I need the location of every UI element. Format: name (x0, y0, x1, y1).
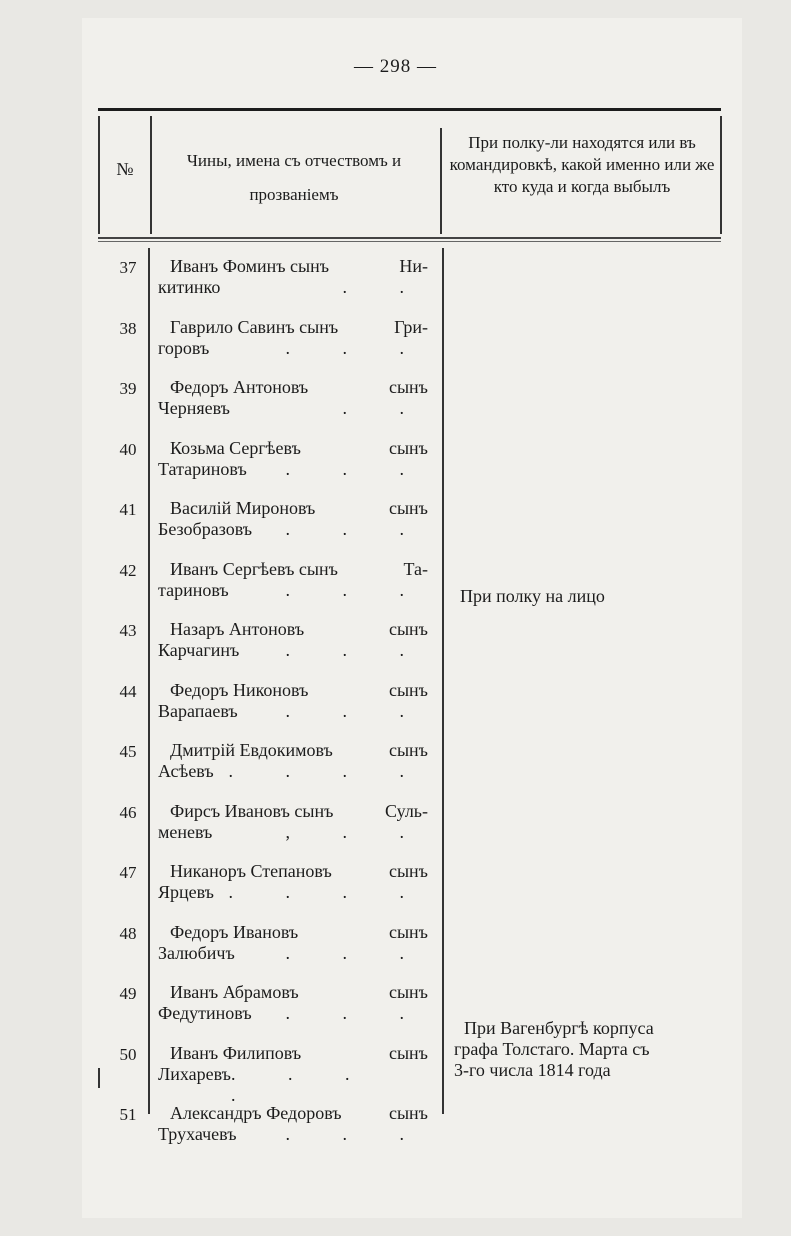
name-line-1 (158, 559, 428, 580)
surname: Татариновъ (158, 458, 247, 479)
name-part-end: сынъ (388, 619, 428, 639)
leader-dots: . . . . (230, 1063, 374, 1105)
name-part: Фирсъ Ивановъ сынъ (170, 800, 334, 821)
row-number: 41 (119, 500, 137, 519)
name-line-1 (158, 498, 428, 519)
leader-dots: . . (342, 277, 428, 297)
surname: китинко (158, 277, 221, 297)
surname: горовъ (158, 337, 210, 358)
header-divider-1 (150, 116, 152, 234)
header-name: Чины, имена съ отчествомъ и прозванiемъ (186, 151, 402, 204)
name-part-end: сынъ (388, 498, 428, 518)
name-line-2 (158, 277, 428, 298)
header-divider-2 (440, 128, 442, 234)
name-part-end: сынъ (388, 377, 428, 397)
leader-dots: . . . (285, 640, 428, 660)
leader-dots: . . . . (228, 761, 428, 781)
leader-dots: . . . (285, 337, 428, 358)
leader-dots: . . . (285, 519, 428, 539)
leader-dots: . . . (285, 700, 428, 721)
name-line-1 (158, 317, 428, 338)
leader-dots: . . . . (228, 882, 428, 902)
surname: Лихаревъ (158, 1063, 231, 1084)
name-part: Иванъ Абрамовъ (170, 982, 299, 1002)
name-part-end: сынъ (388, 982, 428, 1002)
name-part-end: сынъ (388, 861, 428, 881)
name-part-end: Гри- (394, 316, 428, 337)
row-name-cell (158, 619, 428, 661)
name-part: Василiй Мироновъ (170, 498, 316, 518)
row-name-cell (158, 861, 428, 903)
name-part: Иванъ Сергѣевъ сынъ (170, 558, 338, 579)
row-number: 49 (119, 984, 137, 1003)
row-number: 51 (119, 1105, 137, 1124)
row-number: 50 (119, 1044, 137, 1064)
name-line-1 (158, 680, 428, 701)
name-part: Федоръ Антоновъ (170, 377, 309, 397)
name-part: Гаврило Савинъ сынъ (170, 316, 339, 337)
name-part-end: Ни- (399, 256, 428, 276)
name-part-end: сынъ (388, 1103, 428, 1123)
leader-dots: , . . (285, 821, 428, 842)
name-part-end: сынъ (388, 740, 428, 760)
name-line-2 (158, 1003, 428, 1024)
table-top-rule (98, 108, 721, 111)
surname: Карчагинъ (158, 640, 240, 660)
body-left-fragment (98, 1068, 100, 1088)
row-number: 44 (119, 681, 137, 701)
row-name-cell (158, 256, 428, 298)
status-note-at-regiment: При полку на лицо (460, 586, 605, 606)
leader-dots: . . (342, 398, 428, 418)
name-part: Федоръ Никоновъ (170, 679, 309, 700)
name-line-2 (158, 822, 428, 843)
surname: Федутиновъ (158, 1003, 252, 1023)
surname: Ярцевъ (158, 882, 214, 902)
leader-dots: . . . (285, 579, 428, 600)
name-line-2 (158, 1064, 428, 1106)
leader-dots: . . . (285, 458, 428, 479)
name-line-2 (158, 943, 428, 964)
name-part: Козьма Сергѣевъ (170, 437, 301, 458)
row-number: 43 (119, 621, 137, 640)
row-number: 38 (119, 318, 137, 338)
leader-dots: . . . (285, 1003, 428, 1023)
row-number: 48 (119, 923, 137, 943)
surname: Безобразовъ (158, 519, 253, 539)
row-number: 37 (119, 258, 137, 277)
name-line-2 (158, 640, 428, 661)
row-name-cell (158, 1103, 428, 1145)
name-line-2 (158, 580, 428, 601)
row-name-cell (158, 1043, 428, 1106)
name-part-end: сынъ (388, 679, 428, 700)
name-part: Никаноръ Степановъ (170, 861, 332, 881)
header-number: № (116, 159, 134, 179)
row-name-cell (158, 740, 428, 782)
table-right-border (720, 116, 722, 234)
name-line-1 (158, 982, 428, 1003)
name-line-2 (158, 882, 428, 903)
body-divider-1 (148, 248, 150, 1114)
name-part: Иванъ Филиповъ (170, 1042, 302, 1063)
name-part: Назаръ Антоновъ (170, 619, 305, 639)
header-status: При полку-ли находятся или въ командировкѣ, какой именно или же кто куда и когда выбылъ (449, 133, 715, 196)
name-line-2 (158, 338, 428, 359)
row-name-cell (158, 377, 428, 419)
name-line-1 (158, 256, 428, 277)
row-number: 46 (119, 802, 137, 822)
name-line-1 (158, 377, 428, 398)
name-part: Иванъ Фоминъ сынъ (170, 256, 330, 276)
name-part: Федоръ Ивановъ (170, 921, 299, 942)
roster-table (98, 108, 721, 1144)
name-line-1 (158, 1103, 428, 1124)
name-line-1 (158, 1043, 428, 1064)
row-number: 47 (119, 863, 137, 882)
name-line-1 (158, 801, 428, 822)
row-name-cell (158, 982, 428, 1024)
row-name-cell (158, 559, 428, 601)
status-note-wagenburg-line-2: графа Толстаго. Марта съ (454, 1039, 650, 1059)
name-line-2 (158, 701, 428, 722)
name-part: Александръ Федоровъ (170, 1103, 342, 1123)
status-note-wagenburg-line-1: При Вагенбургѣ корпуса (464, 1018, 654, 1038)
name-line-1 (158, 922, 428, 943)
name-line-1 (158, 861, 428, 882)
name-line-1 (158, 619, 428, 640)
surname: тариновъ (158, 579, 229, 600)
body-divider-2 (442, 248, 444, 1114)
row-name-cell (158, 801, 428, 843)
name-line-2 (158, 1124, 428, 1145)
surname: Залюбичъ (158, 942, 235, 963)
header-bottom-rule (98, 237, 721, 239)
row-name-cell (158, 498, 428, 540)
surname: Варапаевъ (158, 700, 238, 721)
name-line-2 (158, 519, 428, 540)
row-number: 42 (119, 560, 137, 580)
name-line-2 (158, 459, 428, 480)
page-number: — 298 — (354, 56, 437, 77)
surname: Черняевъ (158, 398, 230, 418)
surname: Асѣевъ (158, 761, 214, 781)
row-name-cell (158, 922, 428, 964)
row-name-cell (158, 438, 428, 480)
status-note-wagenburg-line-3: 3-го числа 1814 года (454, 1060, 611, 1080)
header-bottom-rule-2 (98, 241, 721, 242)
row-number: 39 (119, 379, 137, 398)
leader-dots: . . . (285, 942, 428, 963)
name-part-end: Та- (403, 558, 428, 579)
row-number: 45 (119, 742, 137, 761)
name-part-end: сынъ (388, 921, 428, 942)
name-line-1 (158, 740, 428, 761)
surname: Трухачевъ (158, 1124, 237, 1144)
leader-dots: . . . (285, 1124, 428, 1144)
row-name-cell (158, 680, 428, 722)
name-part: Дмитрiй Евдокимовъ (170, 740, 333, 760)
name-part-end: сынъ (388, 437, 428, 458)
name-line-2 (158, 761, 428, 782)
surname: меневъ (158, 821, 213, 842)
name-line-1 (158, 438, 428, 459)
row-name-cell (158, 317, 428, 359)
row-number: 40 (119, 439, 137, 459)
name-line-2 (158, 398, 428, 419)
name-part-end: Суль- (385, 800, 428, 821)
name-part-end: сынъ (388, 1042, 428, 1063)
